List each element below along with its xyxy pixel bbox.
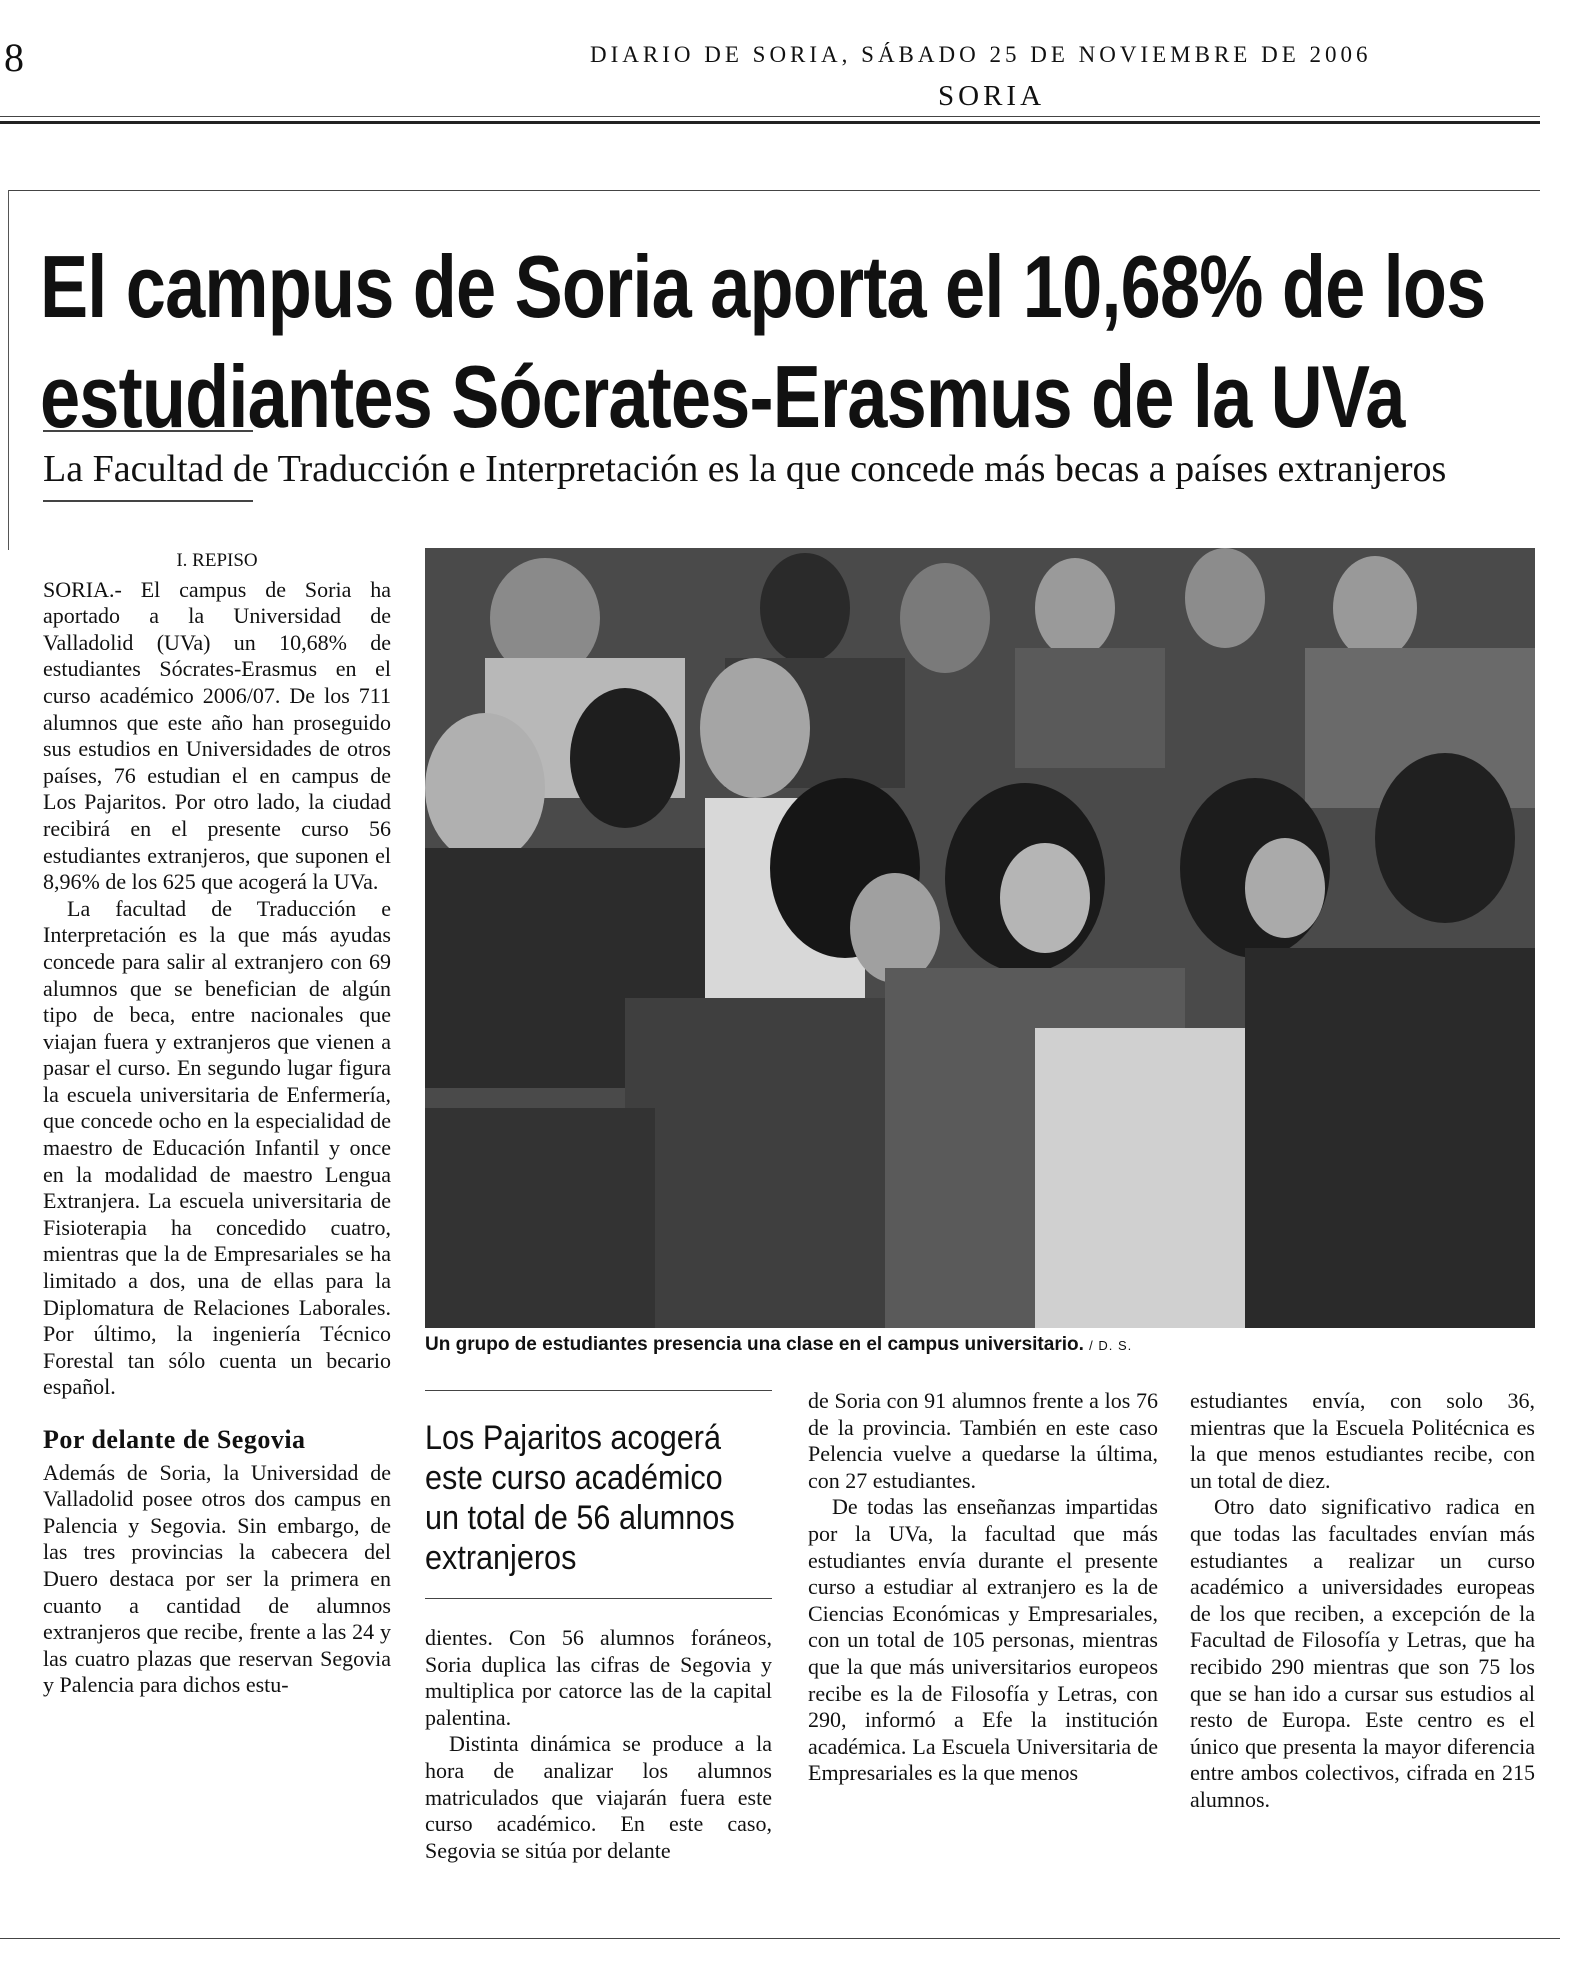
classroom-photo (425, 548, 1535, 1328)
article-byline: I. REPISO (176, 550, 258, 571)
article-headline (40, 232, 1486, 452)
article-deck: La Facultad de Traducción e Interpretación es la que concede más becas a países extranjeros (43, 448, 1447, 490)
photo-credit: / D. S. (1089, 1338, 1133, 1353)
pullquote-rule-bottom (425, 1598, 772, 1599)
column-2-paragraph-2: Distinta dinámica se produce a la hora de analizar los alumnos matriculados que viajarán fuera este curso académico. En este caso, Segovia se sitúa por delante (425, 1731, 772, 1863)
pull-quote: Los Pajaritos acogerá este curso académico un total de 56 alumnos extranjeros (425, 1419, 735, 1577)
article-left-rule (8, 190, 9, 550)
column-1-paragraph-3: Además de Soria, la Universidad de Valladolid posee otros dos campus en Palencia y Segovia. Sin embargo, de las tres provincias la cabecera del Duero destaca por ser la primera en cuanto a cantidad de alumnos extranjeros que recibe, frente a las 24 y las cuatro plazas que reservan Segovia y Palencia para dichos estu- (43, 1459, 391, 1698)
column-3-paragraph-1: de Soria con 91 alumnos frente a los 76 de la provincia. También en este caso Pelencia vuelve a quedarse la última, con 27 estudiantes. (808, 1388, 1158, 1493)
article-column-4 (1190, 1388, 1535, 1814)
column-2-paragraph-1: dientes. Con 56 alumnos foráneos, Soria duplica las cifras de Segovia y multiplica por catorce las de la capital palentina. (425, 1625, 772, 1730)
article-column-1 (43, 548, 391, 1699)
section-title: SORIA (938, 80, 1046, 112)
photo-caption-text: Un grupo de estudiantes presencia una clase en el campus universitario. (425, 1334, 1084, 1355)
article-top-rule (8, 190, 1540, 191)
photo-caption (425, 1334, 1535, 1356)
header-rule-top (0, 116, 1540, 117)
students-photo-illustration (425, 548, 1535, 1328)
column-1-paragraph-1: SORIA.- El campus de Soria ha aportado a la Universidad de Valladolid (UVa) un 10,68% de estudiantes Sócrates-Erasmus en el curso académico 2006/07. De los 711 alumnos que este año han proseguido sus estudios en Universidades de otros países, 76 estudian el en campus de Los Pajaritos. Por otro lado, la ciudad recibirá en el presente curso 56 estudiantes extranjeros, que suponen el 8,96% de los 625 que acogerá la UVa. (43, 576, 391, 895)
page-number: 8 (4, 35, 24, 80)
article-subhead: Por delante de Segovia (43, 1425, 306, 1454)
headline-line-2: estudiantes Sócrates-Erasmus de la UVa (40, 347, 1405, 446)
newspaper-masthead: DIARIO DE SORIA, SÁBADO 25 DE NOVIEMBRE DE 2006 (590, 42, 1372, 67)
pullquote-rule-top (425, 1390, 772, 1391)
page-bottom-rule (0, 1938, 1560, 1939)
column-3-paragraph-2: De todas las enseñanzas impartidas por la UVa, la facultad que más estudiantes envía durante el presente curso a estudiar al extranjero es la de Ciencias Económicas y Empresariales, con un total de 105 personas, mientras que la que más universitarios europeos recibe es la de Filosofía y Letras, con 290, informó a Efe la institución académica. La Escuela Universitaria de Empresariales es la que menos (808, 1494, 1158, 1786)
column-4-paragraph-2: Otro dato significativo radica en que todas las facultades envían más estudiantes a realizar un curso académico a universidades europeas de los que reciben, a excepción de la Facultad de Filosofía y Letras, que ha recibido 290 mientras que son 75 los que se han ido a cursar sus estudios al resto de Europa. Este centro es el único que presenta la mayor diferencia entre ambos colectivos, cifrada en 215 alumnos. (1190, 1494, 1535, 1812)
column-1-paragraph-2: La facultad de Traducción e Interpretación es la que más ayudas concede para salir al extranjero con 69 alumnos que se benefician de algún tipo de beca, entre nacionales que viajan fuera y extranjeros que vienen a pasar el curso. En segundo lugar figura la escuela universitaria de Enfermería, que concede ocho en la especialidad de maestro de Educación Infantil y once en la modalidad de maestro Lengua Extranjera. La escuela universitaria de Fisioterapia ha concedido cuatro, mientras que la de Empresariales se ha limitado a dos, una de ellas para la Diplomatura de Relaciones Laborales. Por último, la ingeniería Técnico Forestal tan sólo cuenta un becario español. (43, 895, 391, 1400)
headline-line-1: El campus de Soria aporta el 10,68% de los (40, 237, 1486, 336)
header-rule-bottom (0, 121, 1540, 124)
column-4-paragraph-1: estudiantes envía, con solo 36, mientras que la Escuela Politécnica es la que menos estudiantes recibe, con un total de diez. (1190, 1388, 1535, 1493)
deck-rule (43, 500, 253, 502)
headline-rule (43, 430, 253, 432)
article-column-2 (425, 1625, 772, 1864)
article-column-3 (808, 1388, 1158, 1787)
